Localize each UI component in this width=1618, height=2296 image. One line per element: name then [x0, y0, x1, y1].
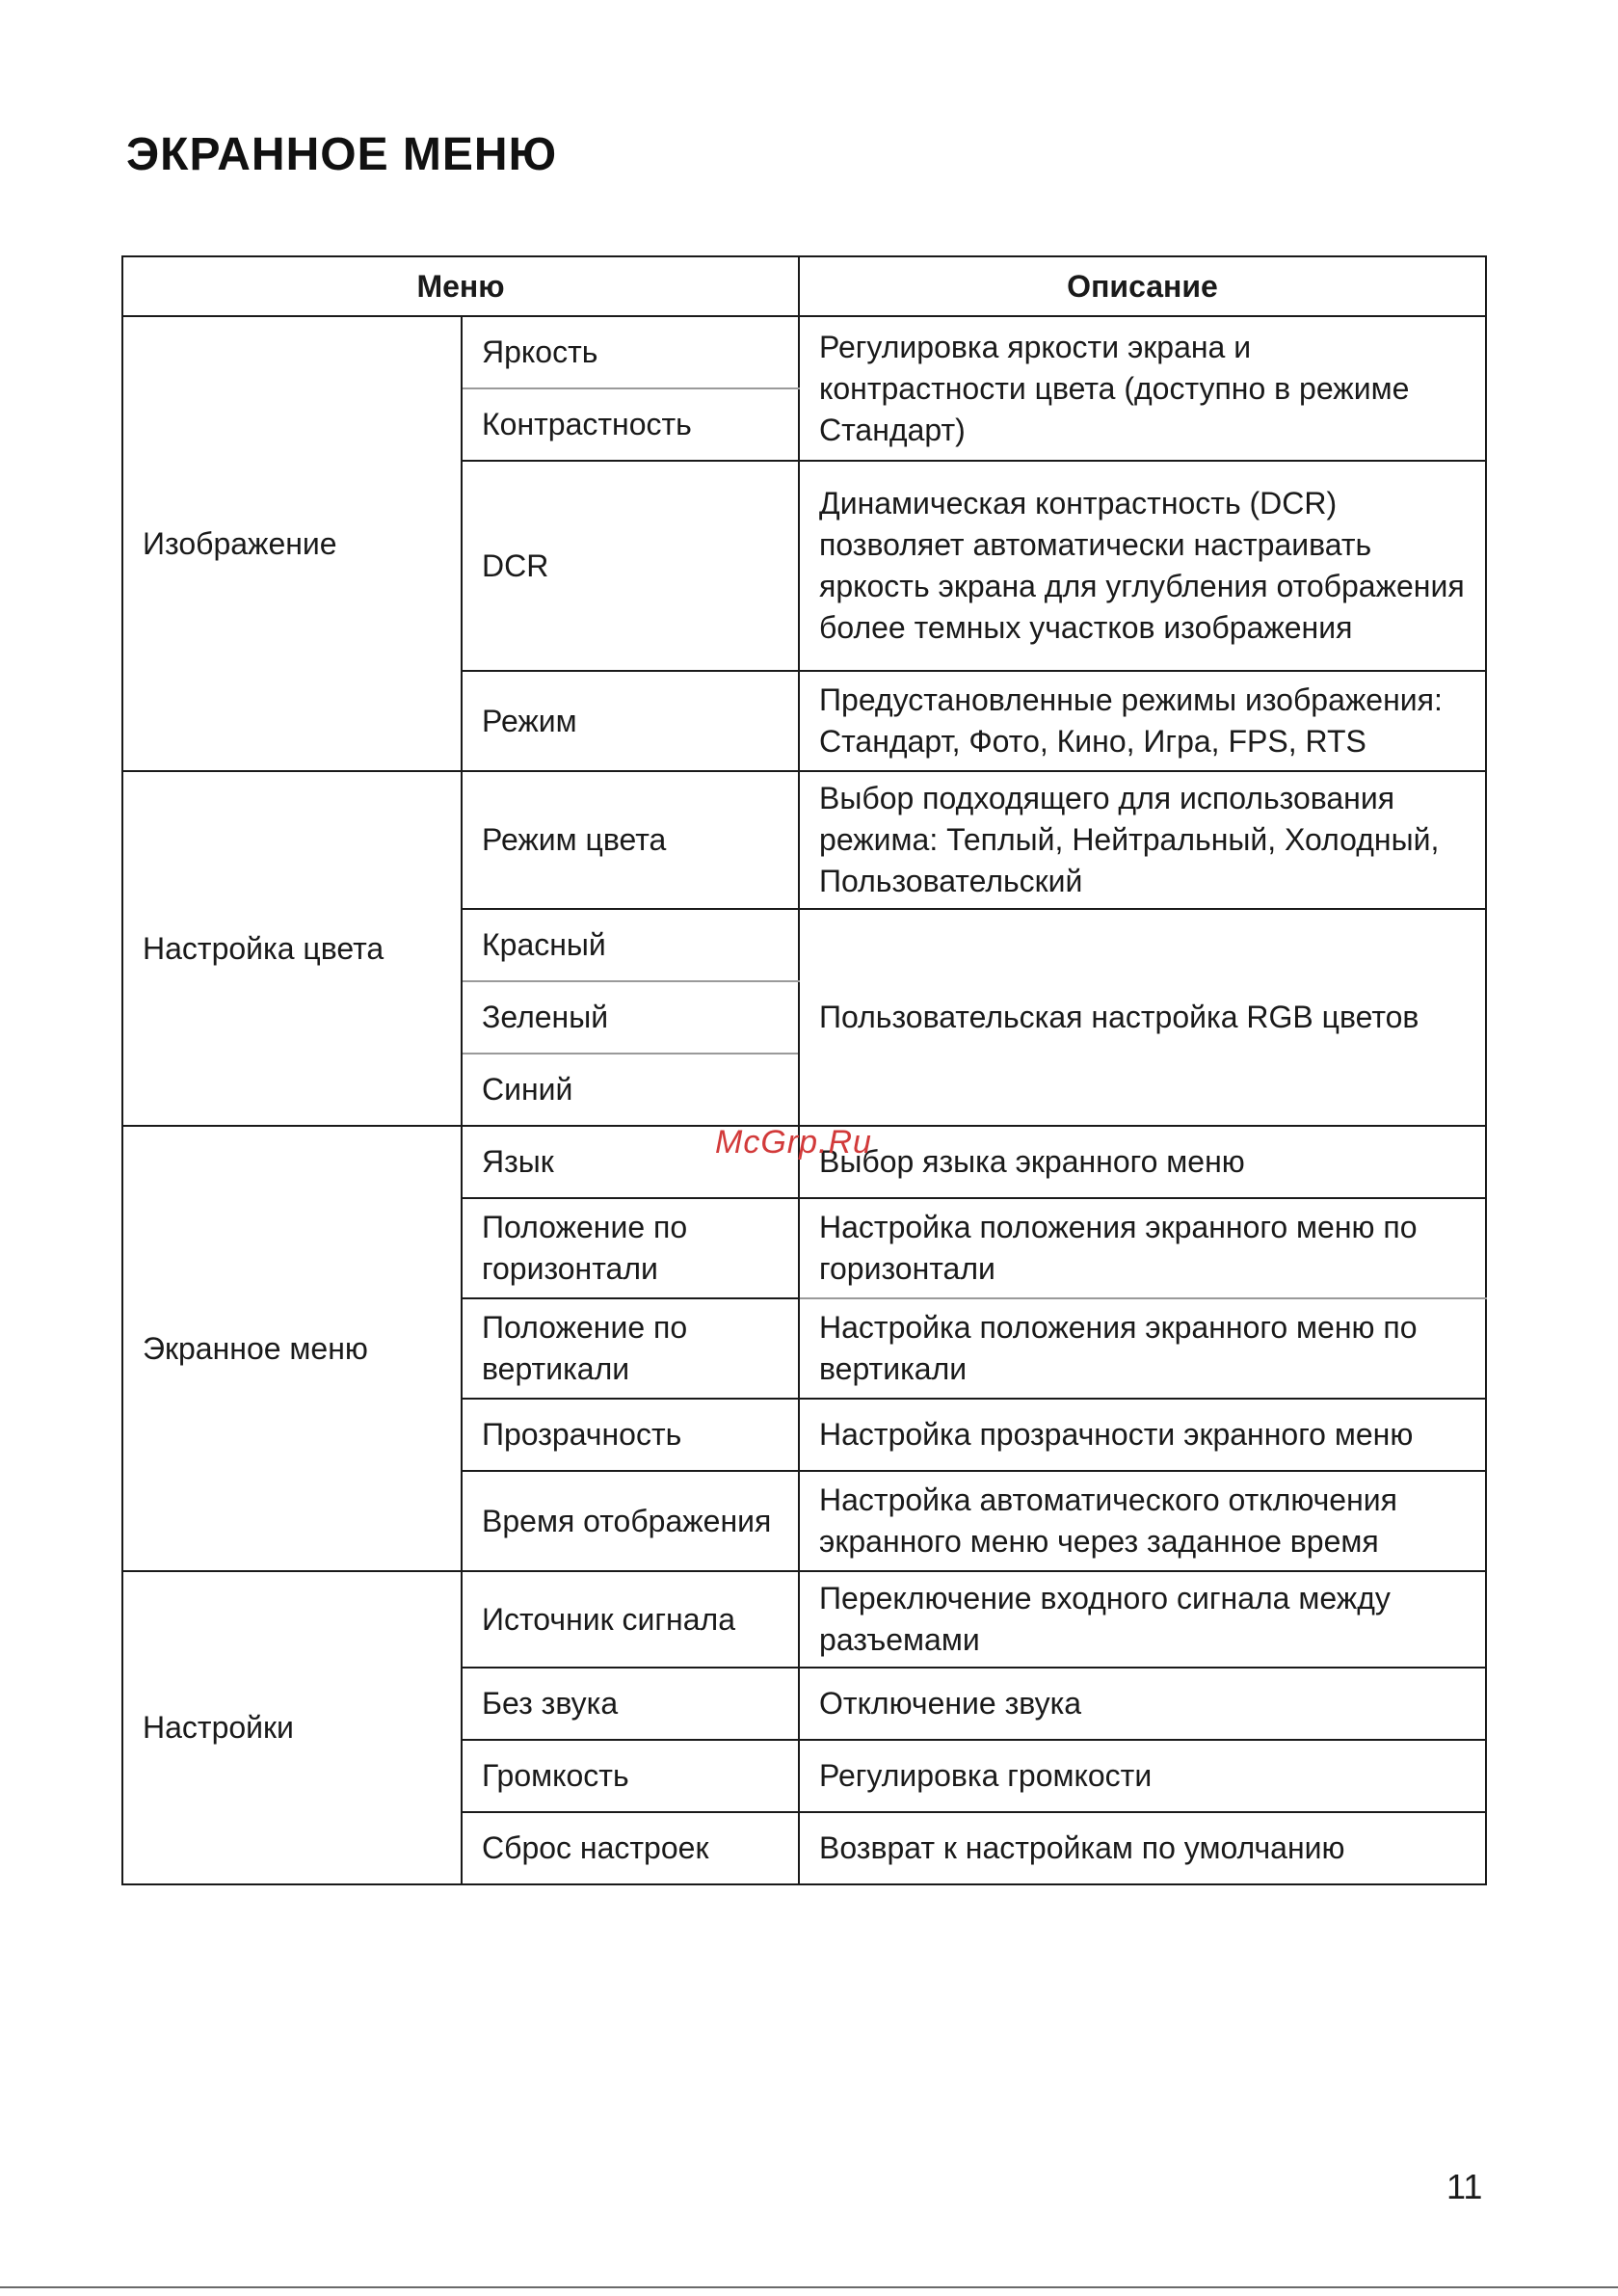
header-menu: Меню	[122, 256, 799, 316]
menu-item: Красный	[462, 909, 799, 981]
menu-item: Яркость	[462, 316, 799, 388]
menu-item: DCR	[462, 461, 799, 671]
menu-item: Зеленый	[462, 981, 799, 1054]
menu-item: Сброс настроек	[462, 1812, 799, 1884]
menu-item: Положение по вертикали	[462, 1298, 799, 1399]
menu-item: Без звука	[462, 1668, 799, 1740]
item-description: Отключение звука	[799, 1668, 1486, 1740]
menu-item: Время отображения	[462, 1471, 799, 1571]
item-description: Регулировка яркости экрана и контрастности цвета (доступно в режиме Стандарт)	[799, 316, 1486, 461]
page-bottom-divider	[0, 2286, 1618, 2288]
item-description: Регулировка громкости	[799, 1740, 1486, 1812]
menu-item: Режим цвета	[462, 771, 799, 909]
item-description: Выбор подходящего для использования режима: Теплый, Нейтральный, Холодный, Пользовательский	[799, 771, 1486, 909]
item-description: Пользовательская настройка RGB цветов	[799, 909, 1486, 1126]
group-name: Настройка цвета	[122, 771, 462, 1126]
menu-item: Синий	[462, 1054, 799, 1126]
table-row	[122, 771, 1486, 909]
item-description: Возврат к настройкам по умолчанию	[799, 1812, 1486, 1884]
header-description: Описание	[799, 256, 1486, 316]
item-description: Настройка положения экранного меню по вертикали	[799, 1298, 1486, 1399]
page-number: 11	[1446, 2167, 1483, 2206]
group-name: Экранное меню	[122, 1126, 462, 1571]
menu-item: Громкость	[462, 1740, 799, 1812]
table-row	[122, 1571, 1486, 1668]
item-description: Выбор языка экранного меню	[799, 1126, 1486, 1198]
item-description: Настройка автоматического отключения экранного меню через заданное время	[799, 1471, 1486, 1571]
group-name: Изображение	[122, 316, 462, 771]
item-description: Настройка положения экранного меню по горизонтали	[799, 1198, 1486, 1298]
table-header-row	[122, 256, 1486, 316]
osd-menu-table	[121, 255, 1487, 1885]
menu-item: Положение по горизонтали	[462, 1198, 799, 1298]
watermark: McGrp.Ru	[715, 1124, 872, 1161]
menu-item: Прозрачность	[462, 1399, 799, 1471]
page-title: ЭКРАННОЕ МЕНЮ	[126, 129, 558, 180]
item-description: Переключение входного сигнала между разъемами	[799, 1571, 1486, 1668]
item-description: Динамическая контрастность (DCR) позволяет автоматически настраивать яркость экрана для углубления отображения более темных участков изображения	[799, 461, 1486, 671]
menu-item: Контрастность	[462, 388, 799, 461]
menu-item: Источник сигнала	[462, 1571, 799, 1668]
table-row	[122, 316, 1486, 388]
group-name: Настройки	[122, 1571, 462, 1884]
item-description: Настройка прозрачности экранного меню	[799, 1399, 1486, 1471]
item-description: Предустановленные режимы изображения: Стандарт, Фото, Кино, Игра, FPS, RTS	[799, 671, 1486, 771]
menu-item: Режим	[462, 671, 799, 771]
menu-item: Язык	[462, 1126, 799, 1198]
